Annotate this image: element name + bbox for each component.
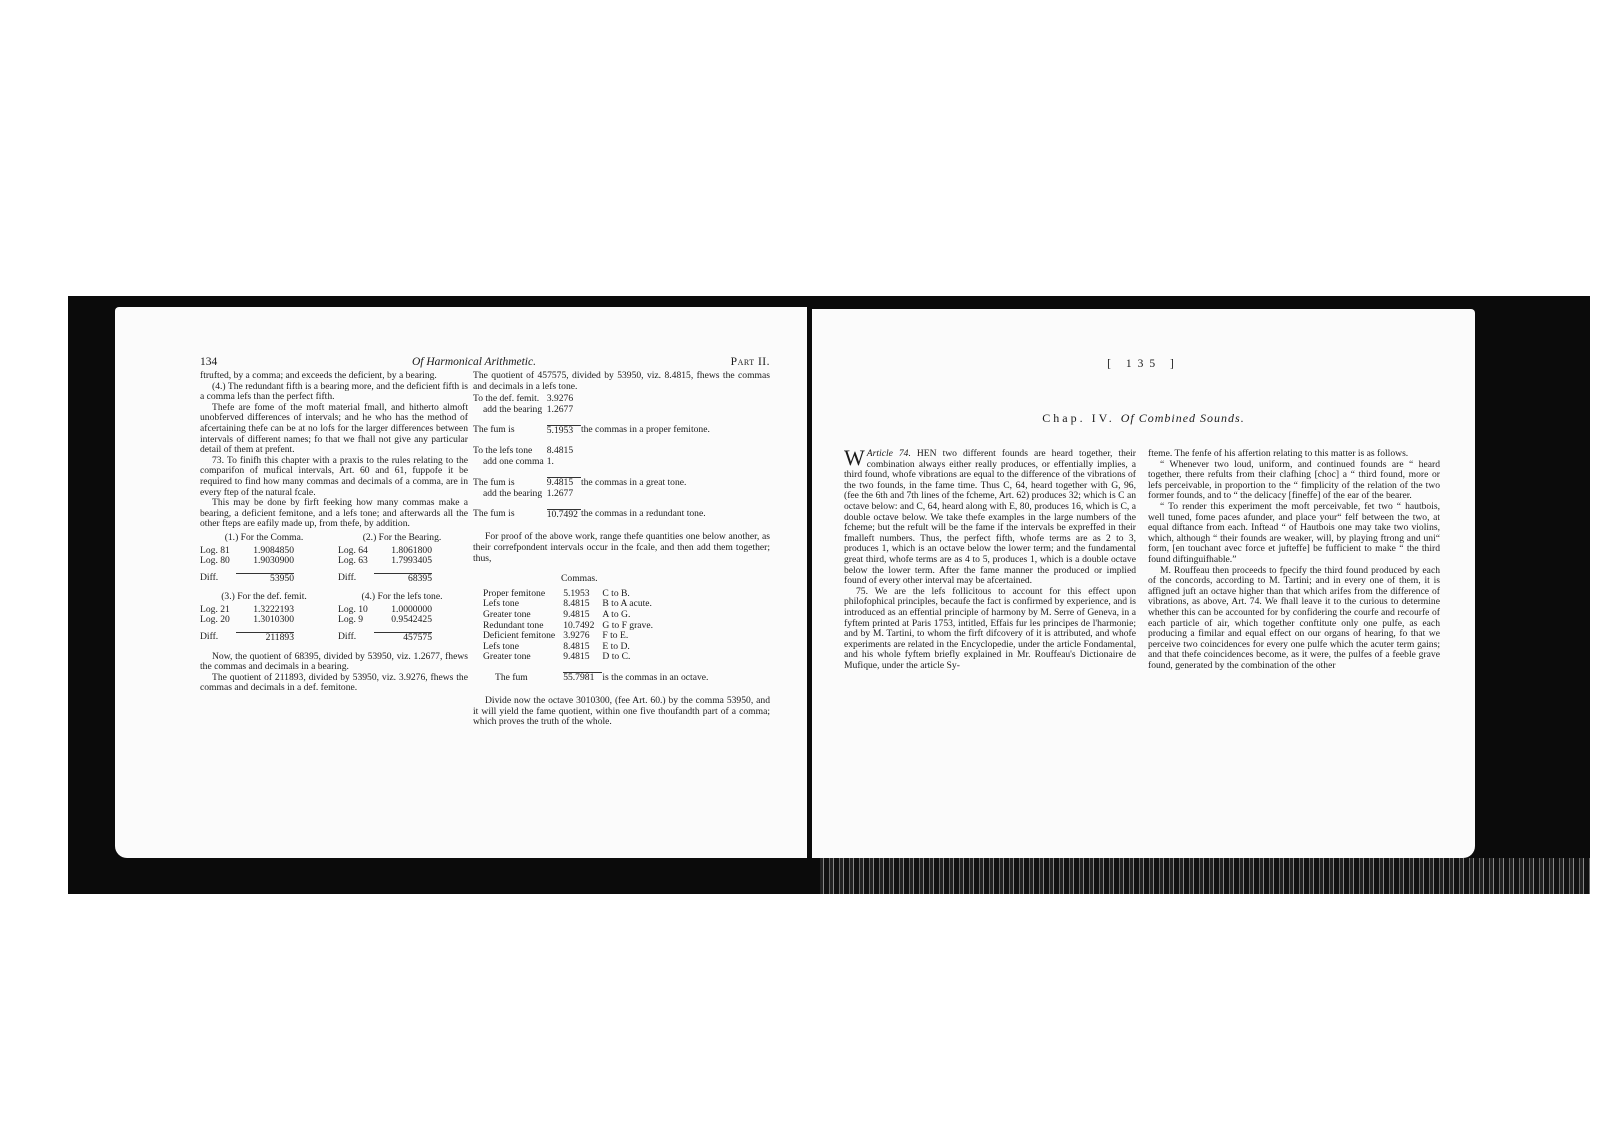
paragraph: Divide now the octave 3010300, (fee Art. 60.) by the comma 53950, and it will yield the fame quotient, within one five thoufandth part of a comma; which proves the truth of the whole. — [473, 695, 770, 728]
bearing-calc — [338, 533, 466, 584]
table-row: Greater tone 9.4815 A to G. — [483, 609, 631, 620]
table-row: The fum is 10.7492 the commas in a redundant tone. — [473, 508, 706, 520]
table-row: Greater tone 9.4815 D to C. — [483, 651, 631, 663]
paragraph: Now, the quotient of 68395, divided by 53950, viz. 1.2677, fhews the commas and decimals in a bearing. — [200, 650, 468, 673]
diff-value: 457575 — [374, 632, 432, 644]
table-row: The fum 55.7981 is the commas in an octave. — [495, 672, 709, 684]
chapter-title: Chap. IV. — [1042, 411, 1115, 425]
paragraph: fteme. The fenfe of his affertion relating to this matter is as follows. — [1148, 448, 1409, 459]
table-row: The fum is 5.1953 the commas in a proper femitone. — [473, 424, 710, 436]
diff-value: 68395 — [374, 573, 432, 585]
calc-title: (4.) For the lefs tone. — [361, 591, 443, 603]
table-row: Lefs tone 8.4815 B to A acute. — [483, 598, 652, 610]
paragraph: Thefe are fome of the moft material fmall, and hitherto almoft unobferved differences of intervals; and he who has the method of afcertaining thefe can be at no lofs for the larger differences between intervals of different names; fo that we fhall not give any particular detail of them at prefent. — [200, 401, 468, 456]
chapter-subtitle: Of Combined Sounds. — [1120, 411, 1245, 425]
table-row: Lefs tone 8.4815 E to D. — [483, 640, 630, 652]
page-number: [ 135 ] — [1107, 358, 1180, 370]
log-value: 1.3222193 — [253, 603, 294, 615]
log-label: Log. 64 — [338, 544, 368, 556]
table-row: To the lefs tone 8.4815 — [473, 445, 574, 457]
table-row: To the def. femit. 3.9276 — [473, 393, 574, 405]
table-row: The fum is 9.4815 the commas in a great tone. — [473, 476, 687, 489]
running-head — [200, 357, 770, 368]
scan-noise-streak — [820, 858, 1590, 894]
table-row: Proper femitone 5.1953 C to B. — [483, 587, 630, 599]
calc-title: (1.) For the Comma. — [224, 531, 304, 543]
chapter-heading — [812, 413, 1475, 424]
log-label: Log. 21 — [200, 603, 230, 615]
paragraph: For proof of the above work, range thefe quantities one below another, as their correfpondent intervals occur in the fcale, and then add them together; thus, — [473, 531, 770, 564]
table-row: add one comma 1. — [483, 456, 554, 468]
paragraph: This may be done by firft feeking how many commas make a bearing, a deficient femitone, and a lefs tone; and afterwards all the other fteps are eafily made up, from thefe, by addition. — [200, 497, 468, 530]
quotation: “ To render this experiment the moft perceivable, fet two “ hautbois, well tuned, fome paces afunder, and place your“ felf between the two, at equal diftance from each. Inftead “ of Hautbois one may take two violins, which, although “ their founds are weaker, will, by playing ftrong and uni“ form, [en touchant avec force et jufteffe] be fufficient to make “ the third found diftinguifhable.” — [1148, 500, 1440, 565]
right-column-1 — [844, 445, 1136, 671]
log-value: 1.8061800 — [391, 544, 432, 556]
log-value: 1.0000000 — [391, 603, 432, 615]
comma-calc — [200, 533, 328, 584]
running-title: Of Harmonical Arithmetic. — [411, 356, 536, 368]
log-label: Log. 20 — [200, 614, 230, 626]
log-label: Log. 81 — [200, 544, 230, 556]
paragraph: 75. We are the lefs follicitous to account for this effect upon philofophical principles, becaufe the fact is confirmed by experience, and is introduced as an effential principle of harmony by M. Serre of Geneva, in a fyftem printed at Paris 1753, intitled, Effais fur les principes de l'harmonie; and by M. Tartini, to whom the firft difcovery of it is attributed, and whofe experiments are related in the Encyclopedie, under the article Fondamental, and his whole fyftem briefly explained in Mr. Rouffeau's Dictionaire de Mufique, under the article Sy- — [844, 585, 1136, 671]
left-column-2 — [473, 371, 770, 728]
right-page — [812, 309, 1475, 858]
log-value: 1.7993405 — [391, 555, 432, 567]
log-value: 1.3010300 — [253, 614, 294, 626]
right-column-2 — [1148, 449, 1440, 671]
diff-value: 53950 — [236, 573, 294, 585]
paragraph: 73. To finifh this chapter with a praxis to the rules relating to the comparifon of mufical intervals, Art. 60 and 61, fuppofe it be required to find how many commas and decimals of a comma, are in every ftep of the natural fcale. — [200, 454, 468, 498]
diff-value: 211893 — [236, 632, 294, 644]
diff-label: Diff. — [200, 631, 219, 643]
paragraph: (4.) The redundant fifth is a bearing more, and the deficient fifth is a comma lefs than the perfect fifth. — [200, 380, 468, 403]
log-label: Log. 9 — [338, 614, 364, 626]
commas-table — [483, 589, 716, 684]
quotation: “ Whenever two loud, uniform, and continued founds are “ heard together, there refults from their clafhing [choc] a “ third found, more or lefs perceivable, in proportion to the “ fimplicity of the relation of the two former founds, and to “ the delicacy [fineffe] of the ear of the bearer. — [1148, 458, 1440, 502]
log-label: Log. 10 — [338, 603, 368, 615]
part-label: Part II. — [730, 356, 770, 368]
paragraph — [844, 445, 1136, 587]
paragraph: The quotient of 211893, divided by 53950, viz. 3.9276, fhews the commas and decimals in a def. femitone. — [200, 671, 468, 694]
drop-cap: W — [844, 445, 865, 470]
left-column-1 — [200, 371, 468, 694]
less-tone-calc — [338, 592, 466, 643]
log-label: Log. 63 — [338, 555, 368, 567]
calc-title: (3.) For the def. femit. — [221, 591, 307, 603]
table-row: add the bearing 1.2677 — [483, 487, 574, 499]
log-calculation-block — [200, 592, 468, 643]
log-calculation-block — [200, 533, 468, 584]
article-label: Article 74. — [866, 448, 911, 459]
table-row: Redundant tone 10.7492 G to F grave. — [483, 619, 653, 631]
diff-label: Diff. — [338, 631, 357, 643]
left-page — [115, 307, 807, 858]
diff-label: Diff. — [338, 571, 357, 583]
paragraph: The quotient of 457575, divided by 53950, viz. 8.4815, fhews the commas and decimals in a lefs tone. — [473, 370, 770, 392]
paragraph: M. Rouffeau then proceeds to fpecify the third found produced by each of the concords, according to M. Tartini; and in every one of them, it is affigned juft an octave higher than that which arifes from the difference of vibrations, as above, Art. 74. We fhall leave it to the curious to determine whether this can be accounted for by confidering the courfe and recourfe of each particle of air, which together conftitute only one pulfe, as each producing a fimilar and equal effect on our organs of hearing, fo that we perceive two coincidences for every one pulfe which the acuter term gains; and that thefe coincidences become, as it were, the pulfes of a feeble grave found, generated by the combination of the other — [1148, 564, 1440, 671]
sums-table — [473, 394, 713, 520]
def-semitone-calc — [200, 592, 328, 643]
log-label: Log. 80 — [200, 555, 230, 567]
log-value: 1.9030900 — [253, 555, 294, 567]
page-number: 134 — [200, 356, 218, 368]
table-row: Deficient femitone 3.9276 F to E. — [483, 630, 629, 642]
paragraph-text: HEN two different founds are heard together, their combination always either really produces, or effentially implies, a third found, whofe vibrations are equal to the difference of the vibrations of the two founds, in the fame time. Thus C, 64, heard together with G, 96, (fee the 6th and 7th lines of the fcheme, Art. 62) produces 32; which is C an octave below: and C, 64, heard along with E, 80, produces 16, which is C, a double octave below. We take thefe examples in the large numbers of the fcheme; but the refult will be the fame if the intervals be expreffed in their fmalleft numbers. Thus, the perfect fifth, whofe terms are as 2 to 3, produces 1, which is an octave below the lower term; and the fundamental great third, whofe terms are as 4 to 5, produces 1, which is a double octave below the lower term. After the fame manner the produced or implied found of every other interval may be afcertained. — [844, 448, 1136, 587]
commas-header: Commas. — [561, 573, 598, 585]
table-row: add the bearing 1.2677 — [483, 403, 574, 415]
paragraph: ftrufted, by a comma; and exceeds the deficient, by a bearing. — [200, 370, 437, 381]
log-value: 1.9084850 — [253, 544, 294, 556]
calc-title: (2.) For the Bearing. — [362, 531, 442, 543]
log-value: 0.9542425 — [391, 614, 432, 626]
diff-label: Diff. — [200, 571, 219, 583]
